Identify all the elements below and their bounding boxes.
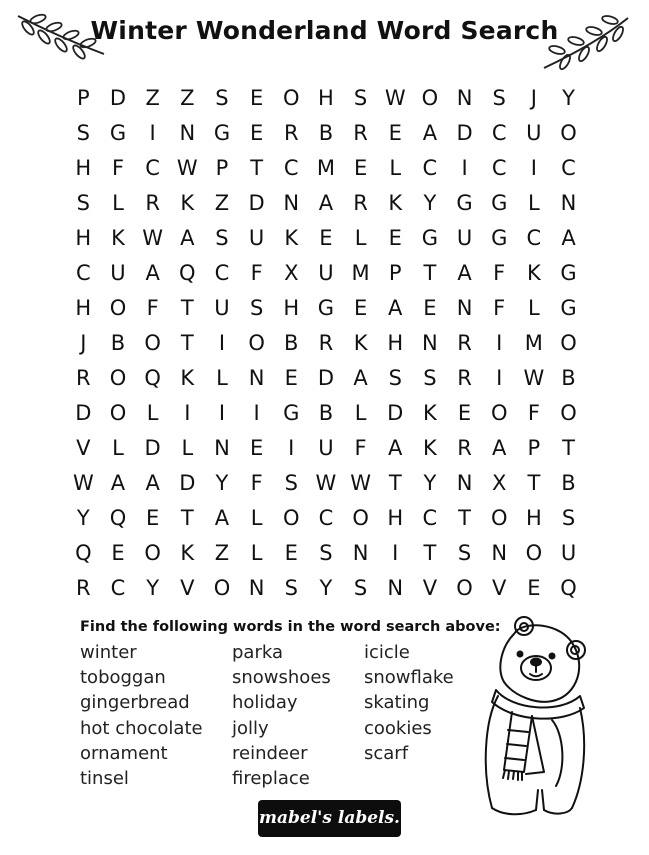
grid-letter: K	[180, 190, 195, 215]
grid-letter: A	[145, 470, 160, 495]
grid-letter: K	[423, 435, 437, 460]
word-item: snowflake	[364, 667, 454, 689]
word-item: cookies	[364, 717, 432, 739]
grid-letter: O	[525, 540, 543, 565]
grid-letter: O	[109, 365, 127, 390]
grid-letter: T	[423, 540, 437, 565]
grid-letter: E	[146, 505, 160, 530]
grid-letter: U	[456, 225, 473, 250]
grid-letter: F	[493, 260, 506, 285]
grid-letter: E	[319, 225, 333, 250]
grid-letter: V	[492, 575, 507, 600]
grid-letter: A	[180, 225, 195, 250]
instructions: Find the following words in the word search above:	[80, 619, 501, 635]
grid-letter: D	[179, 470, 196, 495]
grid-letter: S	[249, 295, 264, 320]
grid-letter: N	[491, 540, 508, 565]
grid-letter: S	[284, 575, 298, 600]
grid-letter: G	[491, 190, 508, 215]
grid-letter: D	[75, 400, 92, 425]
grid-letter: A	[388, 295, 403, 320]
grid-letter: E	[353, 295, 368, 320]
grid-letter: C	[422, 155, 438, 180]
grid-letter: O	[456, 575, 473, 600]
grid-letter: T	[562, 435, 575, 460]
grid-letter: S	[388, 365, 402, 390]
grid-row	[66, 290, 586, 325]
grid-letter: J	[80, 330, 87, 355]
grid-letter: L	[354, 225, 367, 250]
grid-letter: K	[388, 190, 403, 215]
grid-letter: Q	[560, 575, 577, 600]
grid-letter: Z	[180, 85, 195, 110]
grid-letter: T	[180, 505, 194, 530]
grid-letter: C	[526, 225, 542, 250]
grid-letter: C	[283, 155, 299, 180]
grid-letter: M	[524, 330, 543, 355]
grid-letter: L	[112, 190, 124, 215]
grid-letter: N	[387, 575, 404, 600]
grid-letter: W	[384, 85, 406, 110]
grid-letter: W	[72, 470, 94, 495]
word-item: jolly	[232, 717, 269, 739]
grid-letter: I	[288, 435, 295, 460]
grid-letter: R	[353, 120, 368, 145]
grid-letter: A	[353, 365, 368, 390]
grid-letter: N	[352, 540, 369, 565]
grid-letter: M	[316, 155, 335, 180]
grid-letter: B	[110, 330, 126, 355]
grid-letter: F	[527, 400, 540, 425]
grid-letter: T	[250, 155, 264, 180]
grid-letter: C	[110, 575, 126, 600]
grid-letter: S	[319, 540, 333, 565]
grid-letter: N	[422, 330, 438, 355]
grid-letter: G	[491, 225, 508, 250]
grid-letter: G	[109, 120, 127, 145]
grid-letter: E	[423, 295, 437, 320]
grid-letter: C	[214, 260, 230, 285]
grid-letter: E	[249, 120, 264, 145]
grid-row	[66, 535, 586, 570]
grid-letter: A	[318, 190, 334, 215]
grid-letter: A	[145, 260, 160, 285]
grid-letter: W	[142, 225, 164, 250]
grid-letter: R	[76, 365, 91, 390]
grid-row	[66, 430, 586, 465]
word-item: snowshoes	[232, 667, 331, 689]
grid-letter: Y	[146, 575, 160, 600]
grid-letter: D	[387, 400, 404, 425]
grid-letter: G	[421, 225, 439, 250]
grid-letter: H	[75, 295, 92, 320]
grid-letter: C	[75, 260, 91, 285]
grid-letter: B	[561, 470, 576, 495]
grid-letter: Y	[562, 85, 575, 110]
grid-letter: U	[526, 120, 542, 145]
grid-letter: H	[283, 295, 300, 320]
grid-letter: L	[354, 400, 367, 425]
word-item: toboggan	[80, 667, 166, 689]
grid-letter: S	[76, 190, 90, 215]
grid-letter: D	[456, 120, 473, 145]
page-title: Winter Wonderland Word Search	[90, 16, 559, 45]
grid-letter: I	[530, 155, 537, 180]
grid-letter: H	[525, 505, 542, 530]
word-list-column-3	[364, 640, 454, 766]
grid-letter: I	[253, 400, 260, 425]
grid-letter: A	[110, 470, 126, 495]
grid-letter: L	[181, 435, 194, 460]
grid-letter: H	[387, 505, 404, 530]
grid-letter: O	[560, 330, 577, 355]
grid-letter: B	[561, 365, 576, 390]
grid-letter: S	[561, 505, 576, 530]
grid-letter: E	[284, 365, 298, 390]
grid-letter: G	[317, 295, 335, 320]
grid-row	[66, 185, 586, 220]
grid-letter: N	[214, 435, 230, 460]
grid-letter: B	[284, 330, 299, 355]
grid-letter: I	[184, 400, 191, 425]
grid-letter: T	[527, 470, 541, 495]
grid-row	[66, 150, 586, 185]
word-list-column-1	[80, 640, 203, 791]
grid-letter: N	[283, 190, 300, 215]
grid-letter: P	[215, 155, 229, 180]
grid-letter: V	[180, 575, 195, 600]
grid-letter: M	[351, 260, 370, 285]
grid-letter: X	[284, 260, 299, 285]
grid-letter: H	[318, 85, 334, 110]
grid-letter: O	[248, 330, 265, 355]
grid-letter: E	[284, 540, 298, 565]
grid-letter: E	[527, 575, 541, 600]
grid-letter: A	[492, 435, 507, 460]
grid-letter: K	[526, 260, 541, 285]
word-item: reindeer	[232, 742, 308, 764]
grid-letter: T	[180, 330, 194, 355]
grid-letter: O	[490, 505, 508, 530]
grid-letter: Q	[75, 540, 92, 565]
grid-letter: O	[352, 505, 369, 530]
grid-letter: O	[490, 400, 508, 425]
grid-letter: N	[248, 575, 265, 600]
grid-letter: C	[491, 155, 507, 180]
grid-letter: D	[109, 85, 127, 110]
grid-letter: U	[214, 295, 230, 320]
grid-letter: I	[496, 365, 503, 390]
grid-letter: R	[457, 330, 472, 355]
grid-row	[66, 500, 586, 535]
grid-row	[66, 115, 586, 150]
grid-letter: I	[392, 540, 399, 565]
grid-letter: K	[423, 400, 437, 425]
grid-letter: Y	[423, 190, 437, 215]
grid-letter: S	[457, 540, 472, 565]
grid-letter: T	[388, 470, 402, 495]
word-item: scarf	[364, 742, 409, 764]
grid-letter: N	[248, 365, 265, 390]
grid-letter: Z	[145, 85, 160, 110]
grid-letter: R	[457, 435, 472, 460]
grid-letter: A	[561, 225, 576, 250]
grid-letter: E	[388, 120, 402, 145]
grid-letter: W	[350, 470, 371, 495]
grid-letter: E	[249, 435, 264, 460]
grid-row	[66, 570, 586, 605]
grid-letter: O	[283, 505, 300, 530]
grid-letter: S	[353, 85, 368, 110]
grid-letter: Q	[179, 260, 196, 285]
grid-letter: L	[528, 190, 540, 215]
word-item: tinsel	[80, 768, 129, 790]
grid-letter: K	[284, 225, 299, 250]
grid-letter: C	[422, 505, 438, 530]
grid-row	[66, 220, 586, 255]
grid-letter: O	[283, 85, 300, 110]
grid-letter: O	[560, 400, 577, 425]
grid-letter: E	[388, 225, 402, 250]
grid-letter: O	[144, 540, 161, 565]
grid-letter: U	[318, 435, 334, 460]
grid-letter: Q	[144, 365, 161, 390]
grid-letter: I	[218, 330, 226, 355]
grid-letter: N	[179, 120, 196, 145]
word-search-grid	[66, 80, 586, 605]
grid-letter: G	[213, 120, 231, 145]
grid-letter: D	[317, 365, 334, 390]
grid-letter: S	[76, 120, 90, 145]
grid-letter: D	[248, 190, 265, 215]
grid-letter: T	[458, 505, 471, 530]
grid-letter: O	[560, 120, 577, 145]
word-item: holiday	[232, 692, 298, 714]
grid-letter: O	[213, 575, 231, 600]
grid-letter: F	[354, 435, 367, 460]
grid-letter: S	[284, 470, 298, 495]
word-item: skating	[364, 692, 430, 714]
grid-letter: O	[421, 85, 439, 110]
grid-row	[66, 465, 586, 500]
grid-letter: Y	[76, 505, 90, 530]
right-branch-icon	[538, 10, 634, 74]
grid-letter: E	[249, 85, 264, 110]
grid-letter: E	[353, 155, 368, 180]
grid-letter: F	[250, 470, 263, 495]
grid-letter: O	[109, 400, 127, 425]
grid-letter: R	[353, 190, 368, 215]
grid-letter: N	[456, 470, 473, 495]
grid-letter: S	[423, 365, 437, 390]
grid-letter: G	[283, 400, 300, 425]
grid-letter: A	[214, 505, 230, 530]
word-item: icicle	[364, 642, 410, 663]
grid-letter: K	[111, 225, 125, 250]
mabels-labels-logo: mabel's labels.	[258, 800, 401, 837]
grid-letter: L	[389, 155, 402, 180]
grid-letter: V	[422, 575, 438, 600]
grid-letter: U	[110, 260, 126, 285]
grid-letter: Y	[215, 470, 229, 495]
grid-letter: I	[461, 155, 468, 180]
grid-letter: W	[315, 470, 337, 495]
grid-letter: G	[560, 260, 577, 285]
grid-letter: S	[215, 225, 229, 250]
grid-letter: I	[496, 330, 503, 355]
word-item: ornament	[80, 742, 168, 764]
grid-letter: C	[145, 155, 160, 180]
grid-letter: C	[318, 505, 334, 530]
grid-letter: Y	[319, 575, 333, 600]
grid-letter: F	[493, 295, 506, 320]
grid-letter: R	[283, 120, 299, 145]
grid-letter: Z	[214, 190, 230, 215]
grid-letter: L	[216, 365, 228, 390]
grid-letter: T	[180, 295, 194, 320]
grid-letter: R	[145, 190, 160, 215]
word-item: winter	[80, 642, 137, 663]
grid-row	[66, 255, 586, 290]
grid-letter: G	[560, 295, 577, 320]
grid-letter: D	[144, 435, 161, 460]
grid-letter: R	[76, 575, 91, 600]
word-item: parka	[232, 642, 283, 663]
grid-letter: O	[109, 295, 127, 320]
grid-letter: I	[149, 120, 156, 145]
grid-letter: K	[353, 330, 368, 355]
grid-letter: H	[387, 330, 404, 355]
word-list-column-2	[232, 640, 331, 791]
grid-letter: B	[318, 400, 334, 425]
grid-letter: U	[560, 540, 577, 565]
grid-letter: A	[388, 435, 403, 460]
grid-row	[66, 395, 586, 430]
grid-letter: R	[457, 365, 472, 390]
grid-letter: W	[176, 155, 198, 180]
left-branch-icon	[12, 10, 108, 62]
grid-letter: J	[530, 85, 537, 110]
word-item: fireplace	[232, 768, 310, 790]
grid-letter: L	[250, 505, 263, 530]
grid-letter: N	[456, 85, 473, 110]
grid-letter: K	[180, 365, 195, 390]
grid-letter: P	[527, 435, 541, 460]
grid-letter: E	[457, 400, 472, 425]
grid-letter: B	[318, 120, 334, 145]
grid-letter: L	[146, 400, 159, 425]
grid-letter: F	[146, 295, 159, 320]
grid-letter: P	[388, 260, 402, 285]
grid-letter: R	[318, 330, 334, 355]
grid-letter: F	[250, 260, 263, 285]
grid-letter: U	[248, 225, 265, 250]
grid-letter: L	[528, 295, 540, 320]
grid-letter: U	[318, 260, 334, 285]
grid-letter: N	[456, 295, 473, 320]
grid-letter: S	[353, 575, 368, 600]
grid-letter: P	[76, 85, 90, 110]
grid-letter: W	[523, 365, 545, 390]
grid-letter: O	[144, 330, 161, 355]
grid-row	[66, 325, 586, 360]
polar-bear-illustration-icon	[452, 612, 592, 822]
grid-letter: A	[457, 260, 472, 285]
grid-letter: S	[215, 85, 229, 110]
grid-letter: V	[76, 435, 91, 460]
grid-letter: A	[422, 120, 438, 145]
grid-letter: Z	[214, 540, 230, 565]
grid-letter: S	[492, 85, 506, 110]
grid-letter: Q	[109, 505, 127, 530]
grid-letter: I	[218, 400, 226, 425]
grid-letter: C	[561, 155, 576, 180]
grid-letter: F	[111, 155, 125, 180]
word-item: gingerbread	[80, 692, 190, 714]
grid-letter: H	[75, 155, 92, 180]
grid-letter: E	[111, 540, 125, 565]
grid-row	[66, 360, 586, 395]
word-item: hot chocolate	[80, 717, 203, 739]
grid-letter: N	[560, 190, 577, 215]
grid-letter: K	[180, 540, 195, 565]
grid-letter: Y	[423, 470, 437, 495]
grid-row	[66, 80, 586, 115]
grid-letter: X	[492, 470, 507, 495]
grid-letter: H	[75, 225, 92, 250]
grid-letter: L	[250, 540, 263, 565]
grid-letter: L	[112, 435, 124, 460]
grid-letter: G	[456, 190, 473, 215]
grid-letter: T	[423, 260, 437, 285]
grid-letter: C	[491, 120, 507, 145]
